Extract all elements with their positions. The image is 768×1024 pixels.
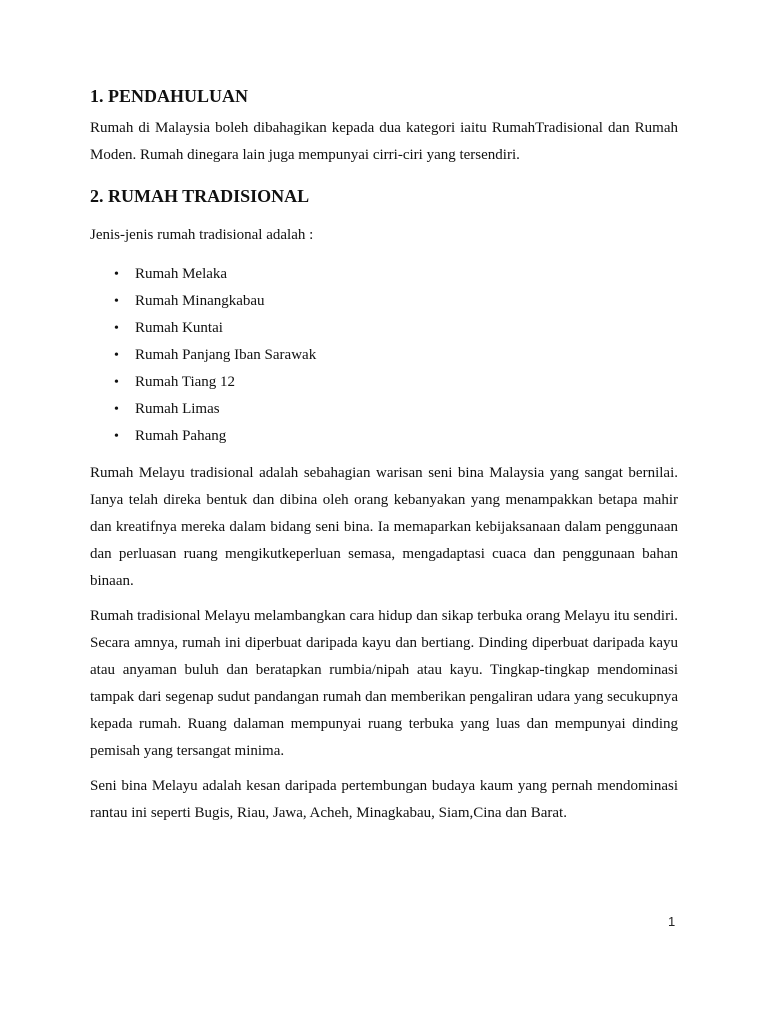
body-paragraph: Seni bina Melayu adalah kesan daripada pertembungan budaya kaum yang pernah mendominasi rantau ini seperti Bugis, Riau, Jawa, Acheh, Minagkabau, Siam,Cina dan Barat. [90, 778, 678, 821]
list-item-text: Rumah Tiang 12 [135, 374, 236, 390]
list-item [90, 315, 678, 342]
section-heading-pendahuluan: 1. PENDAHULUAN [90, 86, 249, 106]
body-paragraph: Rumah Melayu tradisional adalah sebahagian warisan seni bina Malaysia yang sangat bernilai. Ianya telah direka bentuk dan dibina oleh orang kebanyakan yang menampakkan betapa mahir dan kreatifnya mereka dalam bidang seni bina. Ia memaparkan kebijaksanaan dalam penggunaan dan perluasan ruang mengikutkeperluan semasa, mengadaptasi cuaca dan penggunaan bahan binaan. [90, 465, 678, 589]
section-heading-rumah-tradisional: 2. RUMAH TRADISIONAL [90, 186, 310, 206]
list-item-text: Rumah Minangkabau [135, 293, 265, 309]
list-item [90, 342, 678, 369]
page-number: 1 [668, 914, 676, 929]
list-item-text: Rumah Limas [135, 401, 220, 417]
body-paragraph: Rumah tradisional Melayu melambangkan cara hidup dan sikap terbuka orang Melayu itu sendiri. Secara amnya, rumah ini diperbuat daripada kayu dan bertiang. Dinding diperbuat daripada kayu atau anyaman buluh dan beratapkan rumbia/nipah atau kayu. Tingkap-tingkap mendominasi tampak dari segenap sudut pandangan rumah dan memberikan pengaliran udara yang secukupnya kepada rumah. Ruang dalaman mempunyai ruang terbuka yang luas dan mempunyai dinding pemisah yang tersangat minima. [90, 608, 678, 759]
bullet-icon: • [114, 267, 119, 282]
intro-paragraph: Rumah di Malaysia boleh dibahagikan kepada dua kategori iaitu RumahTradisional dan Rumah Moden. Rumah dinegara lain juga mempunyai cirri-ciri yang tersendiri. [90, 120, 678, 163]
list-item-text: Rumah Pahang [135, 428, 227, 444]
list-item-text: Rumah Panjang Iban Sarawak [135, 347, 317, 363]
house-types-list [90, 261, 678, 450]
list-item-text: Rumah Melaka [135, 266, 228, 282]
list-item [90, 396, 678, 423]
list-item-text: Rumah Kuntai [135, 320, 223, 336]
bullet-icon: • [114, 348, 119, 363]
bullet-icon: • [114, 402, 119, 417]
bullet-icon: • [114, 429, 119, 444]
bullet-icon: • [114, 321, 119, 336]
types-intro-text: Jenis-jenis rumah tradisional adalah : [90, 227, 314, 243]
list-item [90, 288, 678, 315]
list-item [90, 261, 678, 288]
list-item [90, 369, 678, 396]
document-page [90, 0, 678, 1024]
bullet-icon: • [114, 375, 119, 390]
bullet-icon: • [114, 294, 119, 309]
list-item [90, 423, 678, 450]
